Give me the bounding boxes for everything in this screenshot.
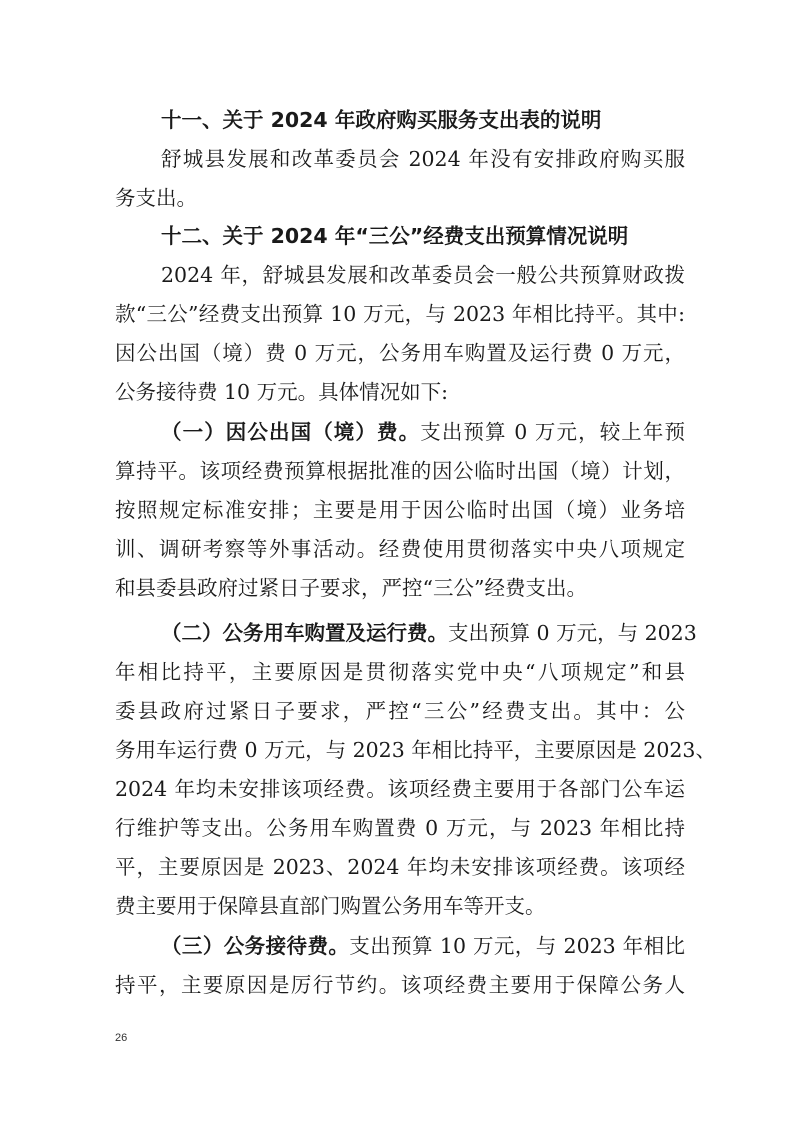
- paragraph-line: 费主要用于保障县直部门购置公务用车等开支。: [115, 894, 546, 918]
- paragraph-line: 务支出。: [115, 186, 197, 210]
- subsection-title-3: （三）公务接待费。: [161, 934, 350, 958]
- subsection-title-1: （一）因公出国（境）费。: [161, 420, 421, 444]
- paragraph-line: 训、调研考察等外事活动。经费使用贯彻落实中央八项规定: [115, 537, 685, 561]
- subsection-text: 支出预算 10 万元，与 2023 年相比: [349, 934, 686, 958]
- subsection-text: 支出预算 0 万元，较上年预: [420, 420, 686, 444]
- section-heading-11: 十一、关于 2024 年政府购买服务支出表的说明: [161, 108, 602, 132]
- paragraph-line: 务用车运行费 0 万元，与 2023 年相比持平，主要原因是 2023、: [115, 738, 716, 762]
- paragraph-line: 舒城县发展和改革委员会 2024 年没有安排政府购买服: [161, 147, 685, 171]
- paragraph-line: 年相比持平，主要原因是贯彻落实党中央“八项规定”和县: [115, 660, 685, 684]
- paragraph-line: 平，主要原因是 2023、2024 年均未安排该项经费。该项经: [115, 855, 685, 879]
- subsection-first-line: [161, 932, 685, 960]
- paragraph-line: 算持平。该项经费预算根据批准的因公临时出国（境）计划，: [115, 459, 685, 483]
- paragraph-line: 公务接待费 10 万元。具体情况如下:: [115, 380, 449, 404]
- paragraph-line: 行维护等支出。公务用车购置费 0 万元，与 2023 年相比持: [115, 816, 685, 840]
- paragraph-line: 委县政府过紧日子要求，严控“三公”经费支出。其中：公: [115, 699, 685, 723]
- paragraph-line: 持平，主要原因是厉行节约。该项经费主要用于保障公务人: [115, 973, 685, 997]
- page-number: 26: [115, 1032, 128, 1044]
- subsection-title-2: （二）公务用车购置及运行费。: [161, 621, 448, 645]
- paragraph-line: 2024 年，舒城县发展和改革委员会一般公共预算财政拨: [161, 263, 685, 287]
- paragraph-line: 因公出国（境）费 0 万元，公务用车购置及运行费 0 万元，: [115, 341, 685, 365]
- paragraph-line: 按照规定标准安排；主要是用于因公临时出国（境）业务培: [115, 498, 685, 522]
- subsection-first-line: [161, 418, 685, 446]
- subsection-first-line: [161, 619, 697, 647]
- paragraph-line: 2024 年均未安排该项经费。该项经费主要用于各部门公车运: [115, 777, 685, 801]
- section-heading-12: 十二、关于 2024 年“三公”经费支出预算情况说明: [161, 224, 629, 248]
- paragraph-line: 款“三公”经费支出预算 10 万元，与 2023 年相比持平。其中:: [115, 302, 685, 326]
- subsection-text: 支出预算 0 万元，与 2023: [448, 621, 697, 645]
- paragraph-line: 和县委县政府过紧日子要求，严控“三公”经费支出。: [115, 576, 587, 600]
